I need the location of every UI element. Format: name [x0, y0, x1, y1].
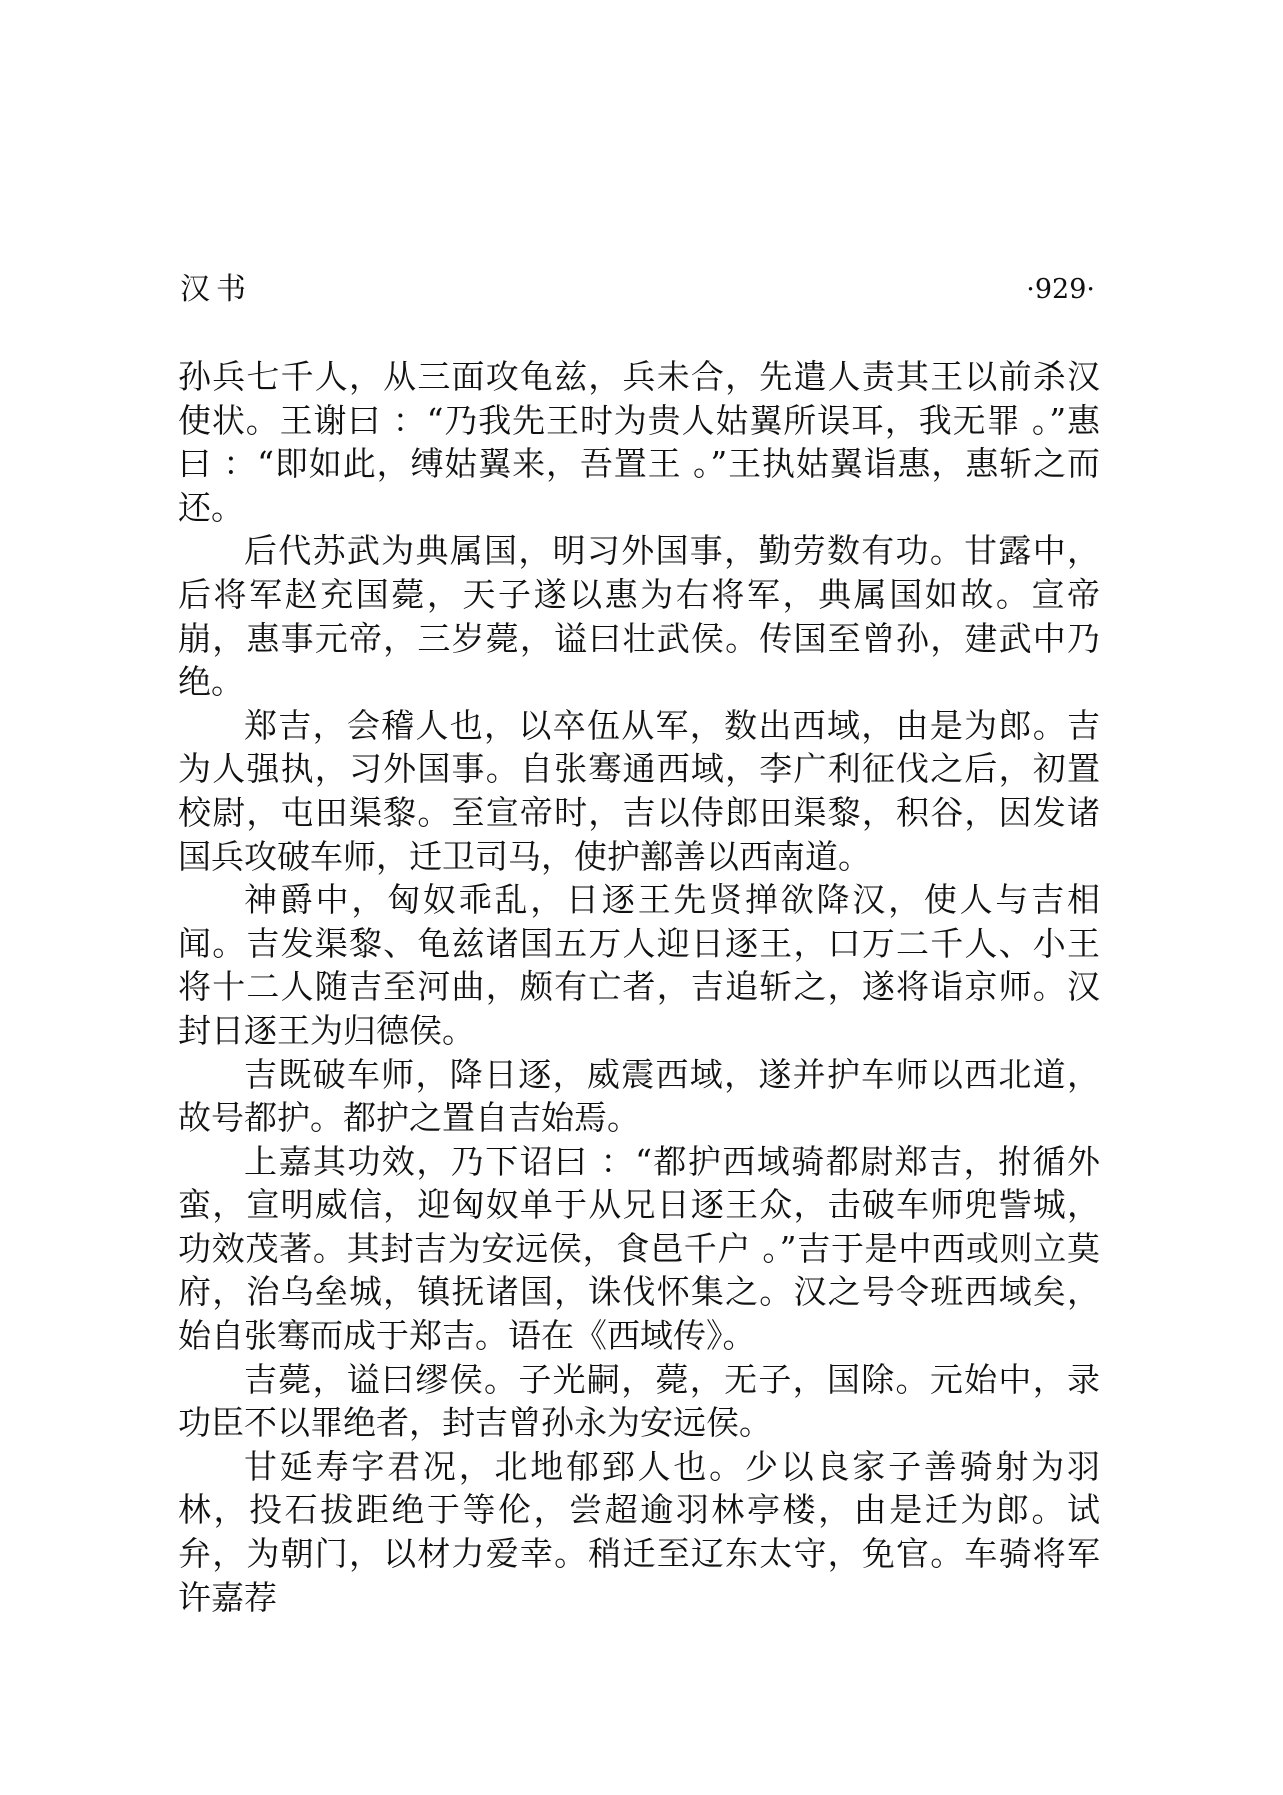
paragraph: 吉既破车师，降日逐，威震西域，遂并护车师以西北道，故号都护。都护之置自吉始焉。 [178, 1054, 1100, 1138]
paragraph-continued: 孙兵七千人，从三面攻龟兹，兵未合，先遣人责其王以前杀汉使状。王谢曰 ：“乃我先王时为贵人姑翼所误耳，我无罪 。”惠曰 ：“即如此，缚姑翼来，吾置王 。”王执姑翼诣惠，惠斩之而还。 [178, 357, 1100, 527]
paragraph: 上嘉其功效，乃下诏曰 ：“都护西域骑都尉郑吉，拊循外蛮，宣明威信，迎匈奴单于从兄日逐王众，击破车师兜訾城，功效茂著。其封吉为安远侯，食邑千户 。”吉于是中西或则立莫府，治乌垒城，镇抚诸国，诛伐怀集之。汉之号令班西域矣，始自张骞而成于郑吉。语在《西域传》。 [178, 1141, 1100, 1356]
paragraph: 吉薨，谥曰缪侯。子光嗣，薨，无子，国除。元始中，录功臣不以罪绝者，封吉曾孙永为安远侯。 [178, 1359, 1100, 1443]
paragraph: 甘延寿字君况，北地郁郅人也。少以良家子善骑射为羽林，投石拔距绝于等伦，尝超逾羽林亭楼，由是迁为郎。试弁，为朝门，以材力爱幸。稍迁至辽东太守，免官。车骑将军许嘉荐 [178, 1446, 1100, 1617]
paragraph: 神爵中，匈奴乖乱，日逐王先贤掸欲降汉，使人与吉相闻。吉发渠黎、龟兹诸国五万人迎日逐王，口万二千人、小王将十二人随吉至河曲，颇有亡者，吉追斩之，遂将诣京师。汉封日逐王为归德侯。 [178, 880, 1100, 1050]
paragraph: 后代苏武为典属国，明习外国事，勤劳数有功。甘露中，后将军赵充国薨，天子遂以惠为右将军，典属国如故。宣帝崩，惠事元帝，三岁薨，谥曰壮武侯。传国至曾孙，建武中乃绝。 [178, 531, 1100, 702]
running-title: 汉书 [180, 272, 252, 307]
body-text [178, 355, 1100, 1619]
page-header [180, 268, 1095, 312]
page-number: ·929· [1026, 274, 1095, 305]
paragraph: 郑吉，会稽人也，以卒伍从军，数出西域，由是为郎。吉为人强执，习外国事。自张骞通西域，李广利征伐之后，初置校尉，屯田渠黎。至宣帝时，吉以侍郎田渠黎，积谷，因发诸国兵攻破车师，迁卫司马，使护鄯善以西南道。 [178, 705, 1100, 876]
